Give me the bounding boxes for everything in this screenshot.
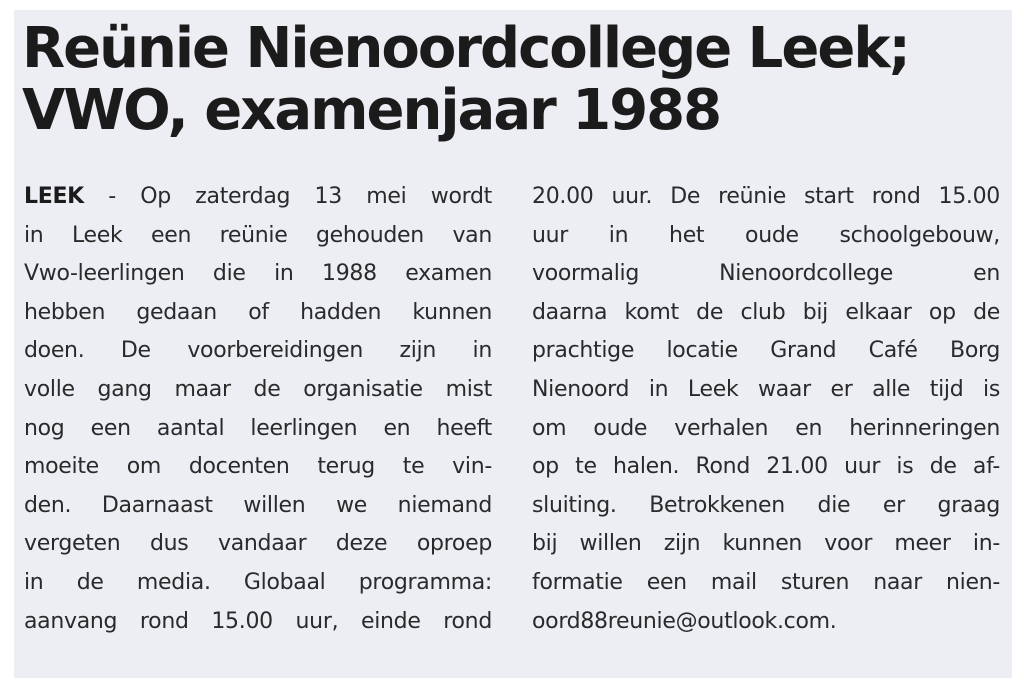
body-line-text: - Op zaterdag 13 mei wordt bbox=[83, 184, 492, 209]
body-line: bij willen zijn kunnen voor meer in- bbox=[532, 531, 1000, 557]
body-line: aanvang rond 15.00 uur, einde rond bbox=[24, 608, 492, 634]
body-line: sluiting. Betrokkenen die er graag bbox=[532, 492, 1000, 518]
body-line: Nienoord in Leek waar er alle tijd is bbox=[532, 376, 1000, 402]
body-line: in Leek een reünie gehouden van bbox=[24, 222, 492, 248]
body-line: formatie een mail sturen naar nien- bbox=[532, 569, 1000, 595]
body-line: prachtige locatie Grand Café Borg bbox=[532, 338, 1000, 364]
body-line: op te halen. Rond 21.00 uur is de af- bbox=[532, 454, 1000, 480]
body-line: vergeten dus vandaar deze oproep bbox=[24, 531, 492, 557]
body-line: voormalig Nienoordcollege en bbox=[532, 261, 1000, 287]
headline-line-1: Reünie Nienoordcollege Leek; bbox=[22, 16, 909, 81]
dateline: LEEK bbox=[24, 184, 84, 209]
article-column-right bbox=[532, 178, 1000, 641]
body-line: moeite om docenten terug te vin- bbox=[24, 454, 492, 480]
body-line: doen. De voorbereidingen zijn in bbox=[24, 338, 492, 364]
body-line: uur in het oude schoolgebouw, bbox=[532, 222, 1000, 248]
body-line: daarna komt de club bij elkaar op de bbox=[532, 299, 1000, 325]
body-line: Vwo-leerlingen die in 1988 examen bbox=[24, 261, 492, 287]
body-line bbox=[24, 178, 492, 217]
body-line: 20.00 uur. De reünie start rond 15.00 bbox=[532, 184, 1000, 209]
body-line: om oude verhalen en herinneringen bbox=[532, 415, 1000, 441]
body-line: hebben gedaan of hadden kunnen bbox=[24, 299, 492, 325]
body-line-email: oord88reunie@outlook.com. bbox=[532, 608, 837, 634]
article-column-left bbox=[24, 178, 492, 641]
body-line: den. Daarnaast willen we niemand bbox=[24, 492, 492, 518]
headline-line-2: VWO, examenjaar 1988 bbox=[22, 78, 721, 143]
body-line: nog een aantal leerlingen en heeft bbox=[24, 415, 492, 441]
article-headline bbox=[22, 18, 909, 142]
body-line: in de media. Globaal programma: bbox=[24, 569, 492, 595]
body-line: volle gang maar de organisatie mist bbox=[24, 376, 492, 402]
